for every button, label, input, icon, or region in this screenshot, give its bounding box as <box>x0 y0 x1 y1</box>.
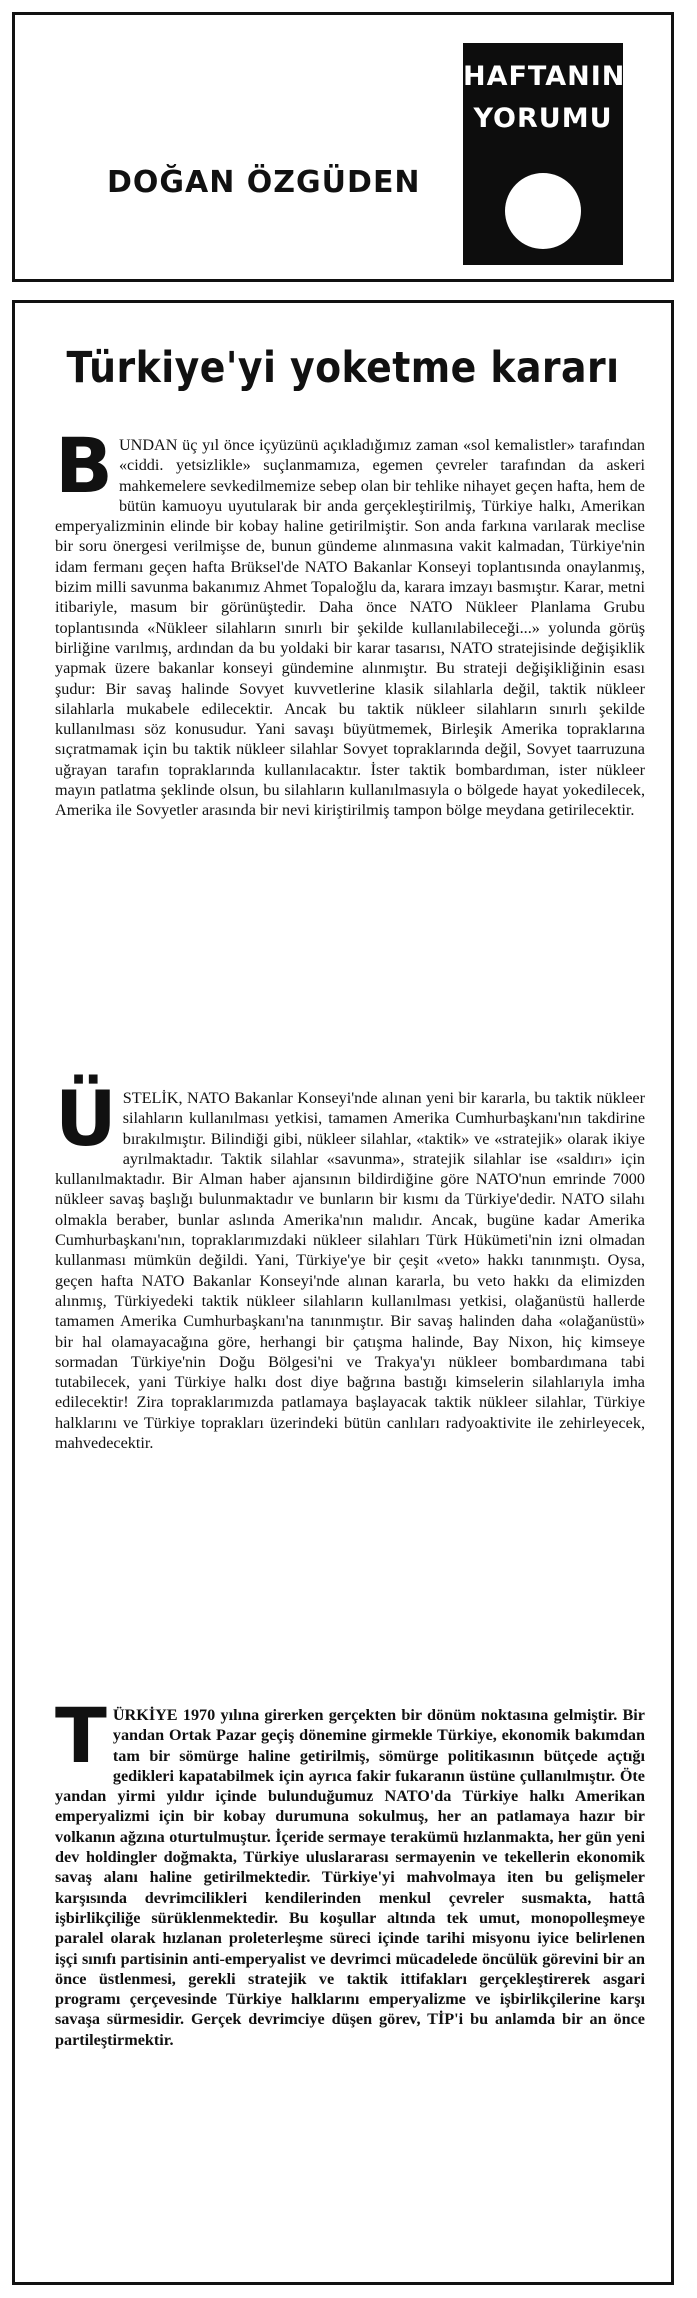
drop-cap: Ü <box>55 1074 117 1163</box>
logo-circle-icon <box>505 173 581 249</box>
drop-cap: T <box>55 1691 107 1780</box>
article-paragraph-3 <box>55 1691 645 2050</box>
paragraph-text: ÜRKİYE 1970 yılına girerken gerçekten bir dönüm noktasına gelmiştir. Bir yandan Ortak Pazar geçiş dönemine girmekle Türkiye, ekonomik bakımdan tam bir sömürge haline getirilmiş, sömürge politikasının bütçede açtığı gedikleri kapatabilmek için ayrıca fakir fukaranın üstüne çullanılmıştır. Öte yandan yirmi yıldır içinde bulunduğumuz NATO'da Türkiye halkı Amerikan emperyalizmi için bir kobay durumuna sokulmuş, her an patlamaya hazır bir volkanın ağzına oturtulmuştur. İçeride sermaye terakümü hızlanmakta, her gün yeni dev holdingler doğmakta, Türkiye uluslararası sermayenin ve tekellerin ekonomik savaş alanı haline getirilmektedir. Türkiye'yi mahvolmaya iten bu gelişmeler karşısında devrimcilikleri kendilerinden menkul çevreler susmakta, hattâ işbirlikçiliğe sürüklenmektedir. Bu koşullar altında tek umut, monopolleşmeye paralel olarak hızlanan proleterleşme süreci içinde tarihi misyonu iyice belirlenen işçi sınıfı partisinin anti-emperyalist ve devrimci mücadelede öncülük görevini bir an önce üstlenmesi, gerekli stratejik ve taktik ittifakları gerçekleştirerek asgari programı çerçevesinde Türkiye halklarını emperyalizme ve işbirlikçilerine karşı savaşa sürmesidir. Gerçek devrimciye düşen görev, TİP'i bu anlamda bir an önce partileştirmektir. <box>55 1706 645 2049</box>
drop-cap: B <box>55 421 113 510</box>
author-name: DOĞAN ÖZGÜDEN <box>107 165 421 200</box>
paragraph-text: UNDAN üç yıl önce içyüzünü açıkladığımız zaman «sol kemalistler» tarafından «ciddi. yetsizlikle» suçlanmamıza, egemen çevreler tarafından da askeri mahkemelere sevkedilmemize sebep olan bir tehlike nihayet geçen hafta, hem de bütün kamuoyu uyutularak bir anda gerçekleştirilmiş, Türkiye halkı, Amerikan emperyalizminin elinde bir kobay haline getirilmiştir. Son anda farkına varılarak meclise bir soru önergesi verilmişse de, bunun gündeme alınmasına vakit kalmadan, Türkiye'nin idam fermanı geçen hafta Brüksel'de NATO Bakanlar Konseyi toplantısında onaylanmış, bizim milli savunma bakanımız Ahmet Topaloğlu da, karara imzayı basmıştır. Karar, metni itibariyle, masum bir görünüştedir. Daha önce NATO Nükleer Planlama Grubu toplantısında «Nükleer silahların sınırlı bir şekilde kullanılabileceği...» yolunda görüş birliğine varılmış, ardından da bu yoldaki bir karar tasarısı, NATO stratejisinde değişiklik yapmak üzere bakanlar konseyi gündemine alınmıştır. Bu strateji değişikliğinin esası şudur: Bir savaş halinde Sovyet kuvvetlerine klasik silahlarla değil, taktik nükleer silahlarla mukabele edilecektir. Ancak bu taktik nükleer silahların sınırlı şekilde kullanılması söz konusudur. Yani savaşı büyütmemek, Birleşik Amerika topraklarına sıçratmamak için bu taktik nükleer silahlar Sovyet topraklarında değil, Sovyet taarruzuna uğrayan tarafın topraklarında kullanılacaktır. İster taktik bombardıman, ister nükleer mayın patlatma şeklinde olsun, bu silahların kullanılmasıyla o bölgede hayat yokedilecek, Amerika ile Sovyetler arasında bir nevi kiriştirilmiş tampon bölge meydana getirilecektir. <box>55 436 645 820</box>
article-paragraph-2 <box>55 1074 645 1453</box>
column-header <box>12 12 674 282</box>
paragraph-text: STELİK, NATO Bakanlar Konseyi'nde alınan yeni bir kararla, bu taktik nükleer silahların kullanılması yetkisi, tamamen Amerika Cumhurbaşkanı'nın takdirine bırakılmıştır. Bilindiği gibi, nükleer silahlar, «taktik» ve «stratejik» olarak ikiye ayrılmaktadır. Taktik silahlar «savunma», stratejik silahlar ise «saldırı» için kullanılmaktadır. Bir Alman haber ajansının bildirdiğine göre NATO'nun emrinde 7000 nükleer savaş başlığı bulunmaktadır ve bunların bir kısmı da Türkiye'dedir. NATO silahı olmakla beraber, bunlar aslında Amerika'nın malıdır. Ancak, bugüne kadar Amerika Cumhurbaşkanı'nın, topraklarımızdaki nükleer silahları Türk Hükümeti'nin izni olmadan kullanması mümkün değildi. Yani, Türkiye'ye bir çeşit «veto» hakkı tanınmıştı. Oysa, geçen hafta NATO Bakanlar Konseyi'nde alınan kararla, bu veto hakkı da elimizden alınmış, Türkiyedeki taktik nükleer silahların kullanılması yetkisi, olağanüstü hallerde tamamen Amerika Cumhurbaşkanı'na tanınmıştır. Bir savaş halinden daha «olağanüstü» bir hal olamayacağına göre, herhangi bir çatışma halinde, Bay Nixon, hiç kimseye sormadan Türkiye'nin Doğu Bölgesi'ni ve Trakya'yı nükleer bombardımana tabi tutabilecek, yani Türkiye halkı dost diye bağrına bastığı kimselerin silahlarıyla imha edilecektir! Zira topraklarımızda patlamaya başlayacak taktik nükleer silahlar, Türkiye halklarını ve Türkiye toprakları üzerindeki bütün canlıları radyoaktivite ile zehirleyecek, mahvedecektir. <box>55 1089 645 1453</box>
article-title: Türkiye'yi yoketme kararı <box>66 343 620 393</box>
article <box>12 300 674 2285</box>
logo-line-2: YORUMU <box>473 103 613 134</box>
logo-line-1: HAFTANIN <box>463 61 626 92</box>
column-logo <box>463 43 626 265</box>
article-paragraph-1 <box>55 421 645 821</box>
